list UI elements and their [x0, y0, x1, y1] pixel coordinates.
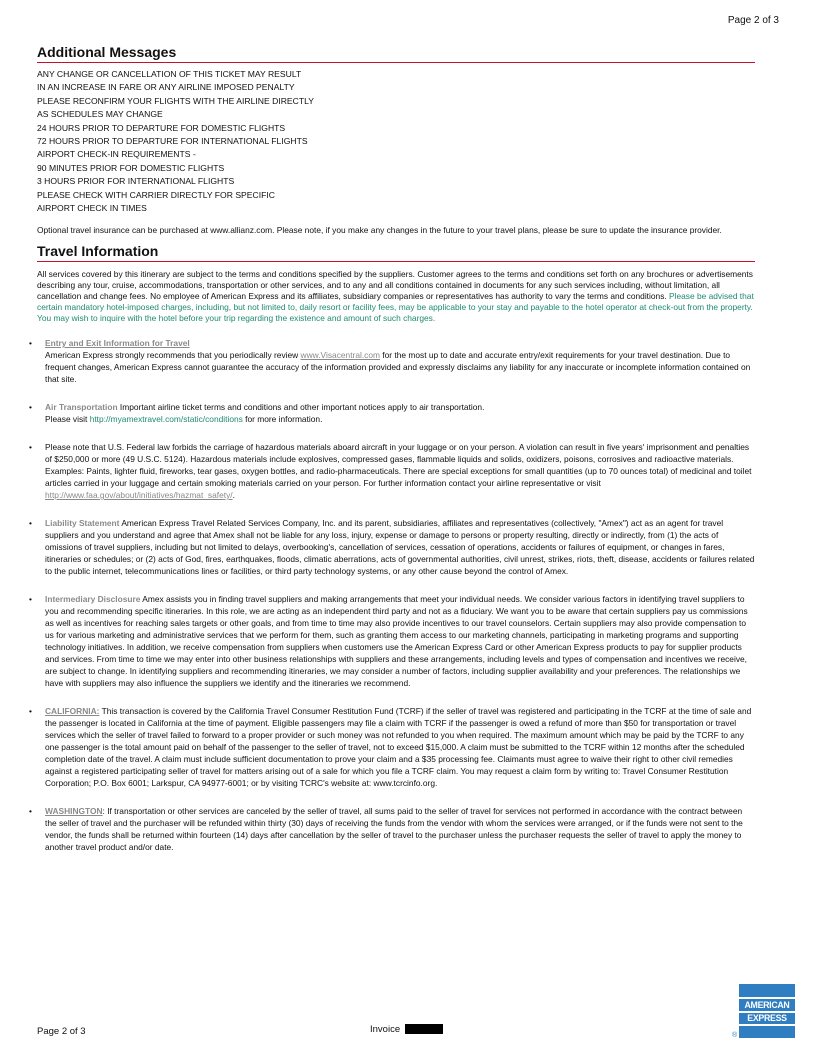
message-line: 3 HOURS PRIOR FOR INTERNATIONAL FLIGHTS	[37, 176, 235, 187]
redacted-invoice-number	[405, 1024, 443, 1034]
invoice-footer	[370, 1024, 443, 1035]
air-visit-text-cont: for more information.	[242, 414, 323, 425]
logo-text-american: AMERICAN	[744, 1000, 790, 1010]
bullet-icon: •	[29, 706, 32, 717]
page-number-top: Page 2 of 3	[727, 15, 779, 26]
liability-text: American Express Travel Related Services Company, Inc. and its parent, subsidiaries, affiliates and representatives (collectively, "Amex") act as an agent for travel suppliers and you understand and agree that Amex shall not be liable for any loss, injury, expense or damage to persons or property resulting, directly or indirectly, from (1) the acts of omissions of travel suppliers, including but not limited to delays, overbooking's, cancellation of services, cessation of operations, accidents or failures of equipment, or changes in fares, itineraries or schedules; or (2) acts of God, fires, earthquakes, floods, climatic aberrations, acts of governmental authorities, civil unrest, strikes, riots, theft, disease, accidents or failures related to the public internet, telecommunications lines or facilities, or third party technology systems, or any other cause beyond the control of Amex.	[45, 518, 755, 577]
invoice-label: Invoice	[370, 1024, 401, 1035]
logo-text-express: EXPRESS	[747, 1013, 787, 1023]
travel-information-heading: Travel Information	[37, 243, 755, 262]
message-line: 72 HOURS PRIOR TO DEPARTURE FOR INTERNATIONAL FLIGHTS	[37, 136, 308, 147]
list-item	[29, 517, 755, 577]
liability-label: Liability Statement	[45, 518, 120, 529]
entry-exit-text: American Express strongly recommends that you periodically review	[45, 350, 301, 361]
list-item	[29, 705, 755, 789]
bullet-icon: •	[29, 594, 32, 605]
entry-exit-label: Entry and Exit Information for Travel	[45, 338, 190, 349]
list-item	[29, 337, 755, 385]
message-line: PLEASE RECONFIRM YOUR FLIGHTS WITH THE AIRLINE DIRECTLY	[37, 95, 314, 106]
washington-label: WASHINGTON	[45, 806, 103, 817]
entry-exit-text-cont: for the most up to date and accurate entry/exit requirements for your travel destination. Due to frequent changes, American Express cannot guarantee the accuracy of the information provided and expressly disclaims any liability for any inaccurate or incomplete information contained on that site.	[45, 350, 751, 385]
message-line: PLEASE CHECK WITH CARRIER DIRECTLY FOR SPECIFIC	[37, 189, 275, 200]
amex-logo	[739, 984, 795, 1038]
message-line: 90 MINUTES PRIOR FOR DOMESTIC FLIGHTS	[37, 162, 225, 173]
washington-text: : If transportation or other services are canceled by the seller of travel, all sums paid to the seller of travel for services not performed in accordance with the contract between the seller of travel and the purchaser will be refunded within thirty (30) days of receiving the funds from the vendor with whom the services were arranged, or if the funds were not sent to the vendor, the funds shall be returned within fourteen (14) days after cancellation by the seller of travel to the purchaser unless the purchaser requests the seller of travel to apply the money to another travel product and/or date.	[45, 806, 743, 853]
amex-conditions-link[interactable]: http://myamextravel.com/static/conditions	[89, 414, 243, 425]
intermediary-text: Amex assists you in finding travel suppliers and making arrangements that meet your individual needs. We consider various factors in identifying travel suppliers to you and recommending specific itineraries. In this role, we are acting as an independent third party and not as a fiduciary. We want you to be aware that certain suppliers pay us commissions as well as incentives for reaching sales targets or other goals, and from time to time may also provide incentives to our travel counselors. Certain suppliers may also provide compensation to us for various marketing and administrative services that we perform for them, such as granting them access to our marketing channels, participating in marketing programs and supporting technology initiatives. In addition, we receive compensation from suppliers when customers use the American Express Card or other American Express products to pay for supplier products and services. From time to time we may enter into other business relationships with suppliers and these arrangements, including levels and types of compensation and incentives we receive, are subject to change. In identifying suppliers and recommending itineraries, we may consider a number of factors, including supplier availability and your preferences. The relationships we have with suppliers may also influence the suppliers we identify and the itineraries we recommend.	[45, 594, 748, 689]
additional-messages-list	[37, 68, 755, 215]
visacentral-link[interactable]: www.Visacentral.com	[300, 350, 380, 361]
document-body	[29, 44, 755, 869]
bullet-icon: •	[29, 806, 32, 817]
hazmat-text: Please note that U.S. Federal law forbids the carriage of hazardous materials aboard aircraft in your luggage or on your person. A violation can result in five years' imprisonment and penalties of $250,000 or more (49 U.S.C. 5124). Hazardous materials include explosives, compressed gases, flammable liquids and solids, oxidizers, poisons, corrosives and radioactive materials. Examples: Paints, lighter fluid, fireworks, tear gases, oxygen bottles, and radio-pharmaceuticals. There are special exceptions for small quantities (up to 70 ounces total) of medicinal and toilet articles carried in your luggage and certain smoking materials carried on your person. For further information contact your airline representative or visit	[45, 442, 752, 489]
air-transportation-label: Air Transportation	[45, 402, 118, 413]
page-number-footer: Page 2 of 3	[37, 1026, 86, 1037]
air-transportation-text: Important airline ticket terms and conditions and other important notices apply to air transportation.	[117, 402, 485, 413]
california-text: This transaction is covered by the California Travel Consumer Restitution Fund (TCRF) if the seller of travel was registered and participating in the TCRF at the time of sale and the passenger is located in California at the time of payment. Eligible passengers may file a claim with TCRF if the passenger is owed a refund of more than $50 for transportation or travel services which the seller of travel failed to forward to a proper provider or such money was not refunded to you when required. The maximum amount which may be paid by the TCRF to any one passenger is the total amount paid on behalf of the passenger to the seller of travel, not to exceed $15,000. A claim must be submitted to the TCRF within 12 months after the scheduled completion date of the travel. A claim must include sufficient documentation to prove your claim and a $35 processing fee. Claimants must agree to waive their right to other civil remedies against a registered participating seller of travel for matters arising out of a sale for which you file a TCRF claim. You may request a claim form by writing to: Travel Consumer Restitution Corporation; P.O. Box 6001; Larkspur, CA 94977-6001; or by visiting TCRC's website at: www.tcrcinfo.org.	[45, 706, 752, 789]
california-label: CALIFORNIA:	[45, 706, 100, 717]
insurance-note: Optional travel insurance can be purchased at www.allianz.com. Please note, if you make any changes in the future to your travel plans, please be sure to update the insurance provider.	[37, 225, 722, 236]
message-line: AS SCHEDULES MAY CHANGE	[37, 109, 163, 120]
bullet-icon: •	[29, 338, 32, 349]
bullet-icon: •	[29, 402, 32, 413]
bullet-icon: •	[29, 442, 32, 453]
message-line: AIRPORT CHECK-IN REQUIREMENTS -	[37, 149, 196, 160]
list-item	[29, 441, 755, 501]
bullet-icon: •	[29, 518, 32, 529]
travel-intro	[37, 269, 755, 324]
registered-mark: ®	[732, 1032, 738, 1039]
hazmat-text-end: .	[232, 490, 235, 501]
additional-messages-heading: Additional Messages	[37, 44, 755, 63]
list-item	[29, 593, 755, 689]
list-item	[29, 805, 755, 853]
air-visit-text: Please visit	[45, 414, 90, 425]
message-line: ANY CHANGE OR CANCELLATION OF THIS TICKET MAY RESULT	[37, 69, 302, 79]
faa-hazmat-link[interactable]: http://www.faa.gov/about/initiatives/hazmat_safety/	[45, 490, 233, 501]
hotel-charges-notice: Please be advised that certain mandatory hotel-imposed charges, including, but not limited to, daily resort or facility fees, may be applicable to your stay and payable to the hotel operator at check-out from the property. You may wish to inquire with the hotel before your trip regarding the existence and amount of such charges.	[37, 290, 754, 323]
logo-stripe	[739, 997, 795, 999]
message-line: 24 HOURS PRIOR TO DEPARTURE FOR DOMESTIC FLIGHTS	[37, 122, 286, 133]
message-line: IN AN INCREASE IN FARE OR ANY AIRLINE IMPOSED PENALTY	[37, 82, 295, 93]
intermediary-label: Intermediary Disclosure	[45, 594, 141, 605]
message-line: AIRPORT CHECK IN TIMES	[37, 203, 147, 214]
travel-intro-text: All services covered by this itinerary are subject to the terms and conditions specified by the suppliers. Customer agrees to the terms and conditions set forth on any brochures or advertisements describing any tour, cruise, accommodations, transportation or other services, and to any and all conditions contained in documents for any such services including, without limitation, all cancellation and change fees. No employee of American Express and its affiliates, subsidiary companies or representatives has authority to vary the terms and conditions.	[37, 268, 753, 301]
travel-terms-list	[29, 337, 755, 853]
list-item	[29, 401, 755, 425]
logo-stripe	[739, 1024, 795, 1026]
